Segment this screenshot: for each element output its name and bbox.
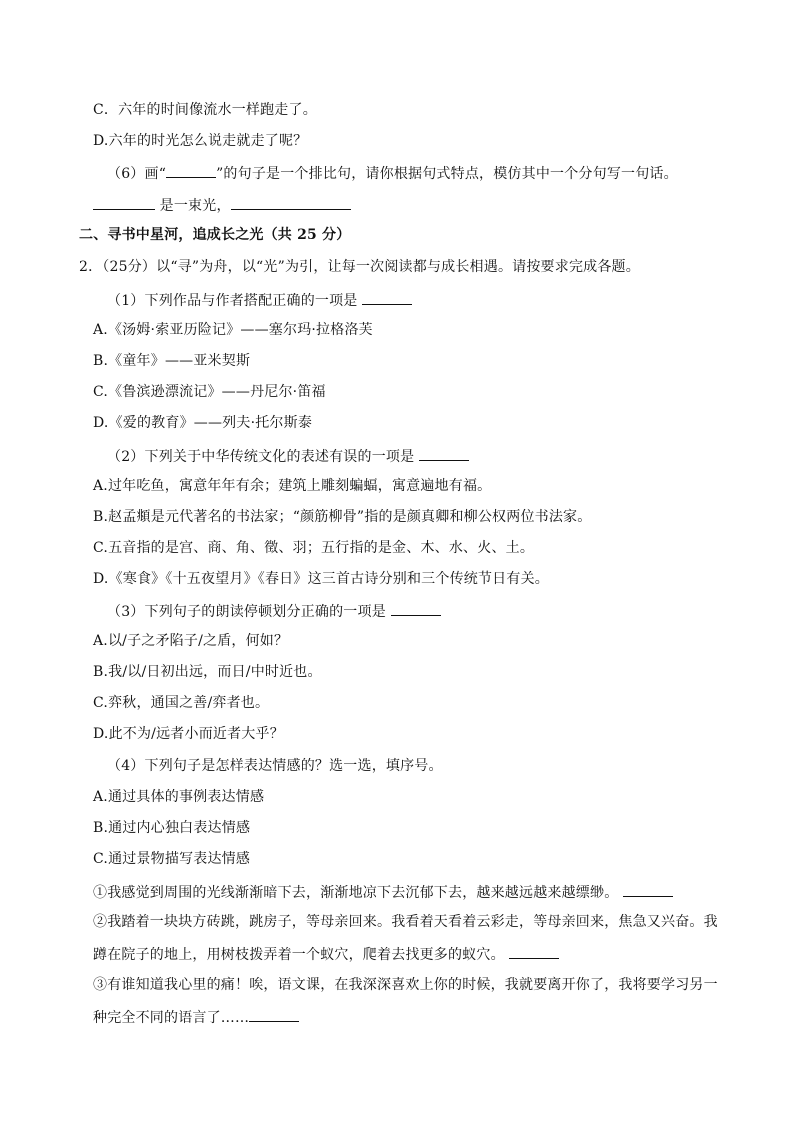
question-1-option-c [93, 383, 326, 401]
option-text: B.《童年》——亚米契斯 [93, 353, 251, 369]
question-3-option-d [93, 725, 284, 743]
question-4-item-2-line-1 [93, 913, 718, 931]
option-c-line [93, 101, 317, 119]
option-text: A.《汤姆·索亚历险记》——塞尔玛·拉格洛芙 [93, 322, 373, 338]
question-2-stem [107, 446, 469, 466]
option-text: A.过年吃鱼，寓意年年有余；建筑上雕刻蝙蝠，寓意遍地有福。 [93, 478, 492, 494]
question-2-option-a [93, 477, 491, 495]
answer-blank[interactable] [231, 195, 351, 210]
question-4-item-3-line-2 [93, 1007, 299, 1027]
option-d-text: D.六年的时光怎么说走就走了呢？ [93, 133, 308, 149]
option-text: C.通过景物描写表达情感 [93, 851, 251, 867]
option-text: C.《鲁滨逊漂流记》——丹尼尔·笛福 [93, 384, 326, 400]
question-6-prefix: （6）画“ [107, 166, 167, 182]
question-3-option-b [93, 663, 322, 681]
option-text: D.此不为/远者小而近者大乎？ [93, 726, 284, 742]
question-4-item-3-line-1 [93, 976, 718, 994]
item-text: ③有谁知道我心里的痛！唉，语文课，在我深深喜欢上你的时候，我就要离开你了，我将要学习另一 [93, 977, 718, 993]
question-4-item-2-line-2 [93, 944, 559, 964]
item-text: ①我感觉到周围的光线渐渐暗下去，渐渐地凉下去沉郁下去，越来越远越来越缥缈。 [93, 885, 624, 901]
question-2-option-d [93, 570, 549, 588]
question-2-stem-text: （2）下列关于中华传统文化的表述有误的一项是 [107, 449, 419, 465]
question-2-option-b [93, 508, 591, 526]
answer-blank[interactable] [509, 944, 559, 959]
item-text: ②我踏着一块块方砖跳，跳房子，等母亲回来。我看着天看着云彩走，等母亲回来，焦急又兴奋。我 [93, 914, 718, 930]
option-c-text: C．六年的时间像流水一样跑走了。 [93, 102, 317, 118]
question-4-option-b [93, 819, 250, 837]
answer-blank[interactable] [623, 882, 673, 897]
option-text: C.弈秋，通国之善/弈者也。 [93, 695, 270, 711]
question-4-stem [107, 757, 443, 775]
question-2-intro-text: 2．（25分）以“寻”为舟，以“光”为引，让每一次阅读都与成长相遇。请按要求完成各题。 [79, 259, 640, 275]
question-1-stem-text: （1）下列作品与作者搭配正确的一项是 [107, 293, 363, 309]
imitate-mid-text: 是一束光， [155, 198, 231, 214]
option-text: B.赵孟頫是元代著名的书法家；“颜筋柳骨”指的是颜真卿和柳公权两位书法家。 [93, 509, 592, 525]
question-6 [107, 163, 678, 183]
question-2-intro [79, 258, 640, 276]
imitate-sentence-line [93, 195, 351, 215]
question-4-option-a [93, 788, 264, 806]
question-1-option-d [93, 414, 312, 432]
option-text: D.《寒食》《十五夜望月》《春日》这三首古诗分别和三个传统节日有关。 [93, 571, 549, 587]
option-text: A.以/子之矛陷子/之盾，何如？ [93, 633, 289, 649]
question-4-option-c [93, 850, 250, 868]
option-text: B.我/以/日初出远，而日/中时近也。 [93, 664, 322, 680]
answer-blank[interactable] [93, 195, 155, 210]
option-text: B.通过内心独白表达情感 [93, 820, 251, 836]
answer-blank[interactable] [166, 163, 216, 178]
question-1-option-b [93, 352, 250, 370]
question-3-option-a [93, 632, 288, 650]
answer-blank[interactable] [362, 290, 412, 305]
answer-blank[interactable] [249, 1007, 299, 1022]
question-3-option-c [93, 694, 269, 712]
question-3-stem [107, 601, 441, 621]
option-text: D.《爱的教育》——列夫·托尔斯泰 [93, 415, 313, 431]
question-4-item-1 [93, 882, 673, 902]
question-1-option-a [93, 321, 373, 339]
item-text: 种完全不同的语言了…… [93, 1010, 250, 1026]
option-text: A.通过具体的事例表达情感 [93, 789, 265, 805]
option-text: C.五音指的是宫、商、角、徵、羽；五行指的是金、木、水、火、土。 [93, 540, 535, 556]
question-6-suffix: ”的句子是一个排比句，请你根据句式特点，模仿其中一个分句写一句话。 [216, 166, 678, 182]
question-1-stem [107, 290, 412, 310]
question-2-option-c [93, 539, 534, 557]
section-heading-text: 二、寻书中星河，追成长之光（共 25 分） [79, 227, 351, 243]
section-heading [79, 226, 350, 244]
answer-blank[interactable] [391, 601, 441, 616]
question-4-stem-text: （4）下列句子是怎样表达情感的？选一选，填序号。 [107, 758, 443, 774]
item-text: 蹲在院子的地上，用树枝拨弄着一个蚁穴，爬着去找更多的蚁穴。 [93, 947, 510, 963]
answer-blank[interactable] [419, 446, 469, 461]
option-d-line [93, 132, 307, 150]
question-3-stem-text: （3）下列句子的朗读停顿划分正确的一项是 [107, 604, 391, 620]
